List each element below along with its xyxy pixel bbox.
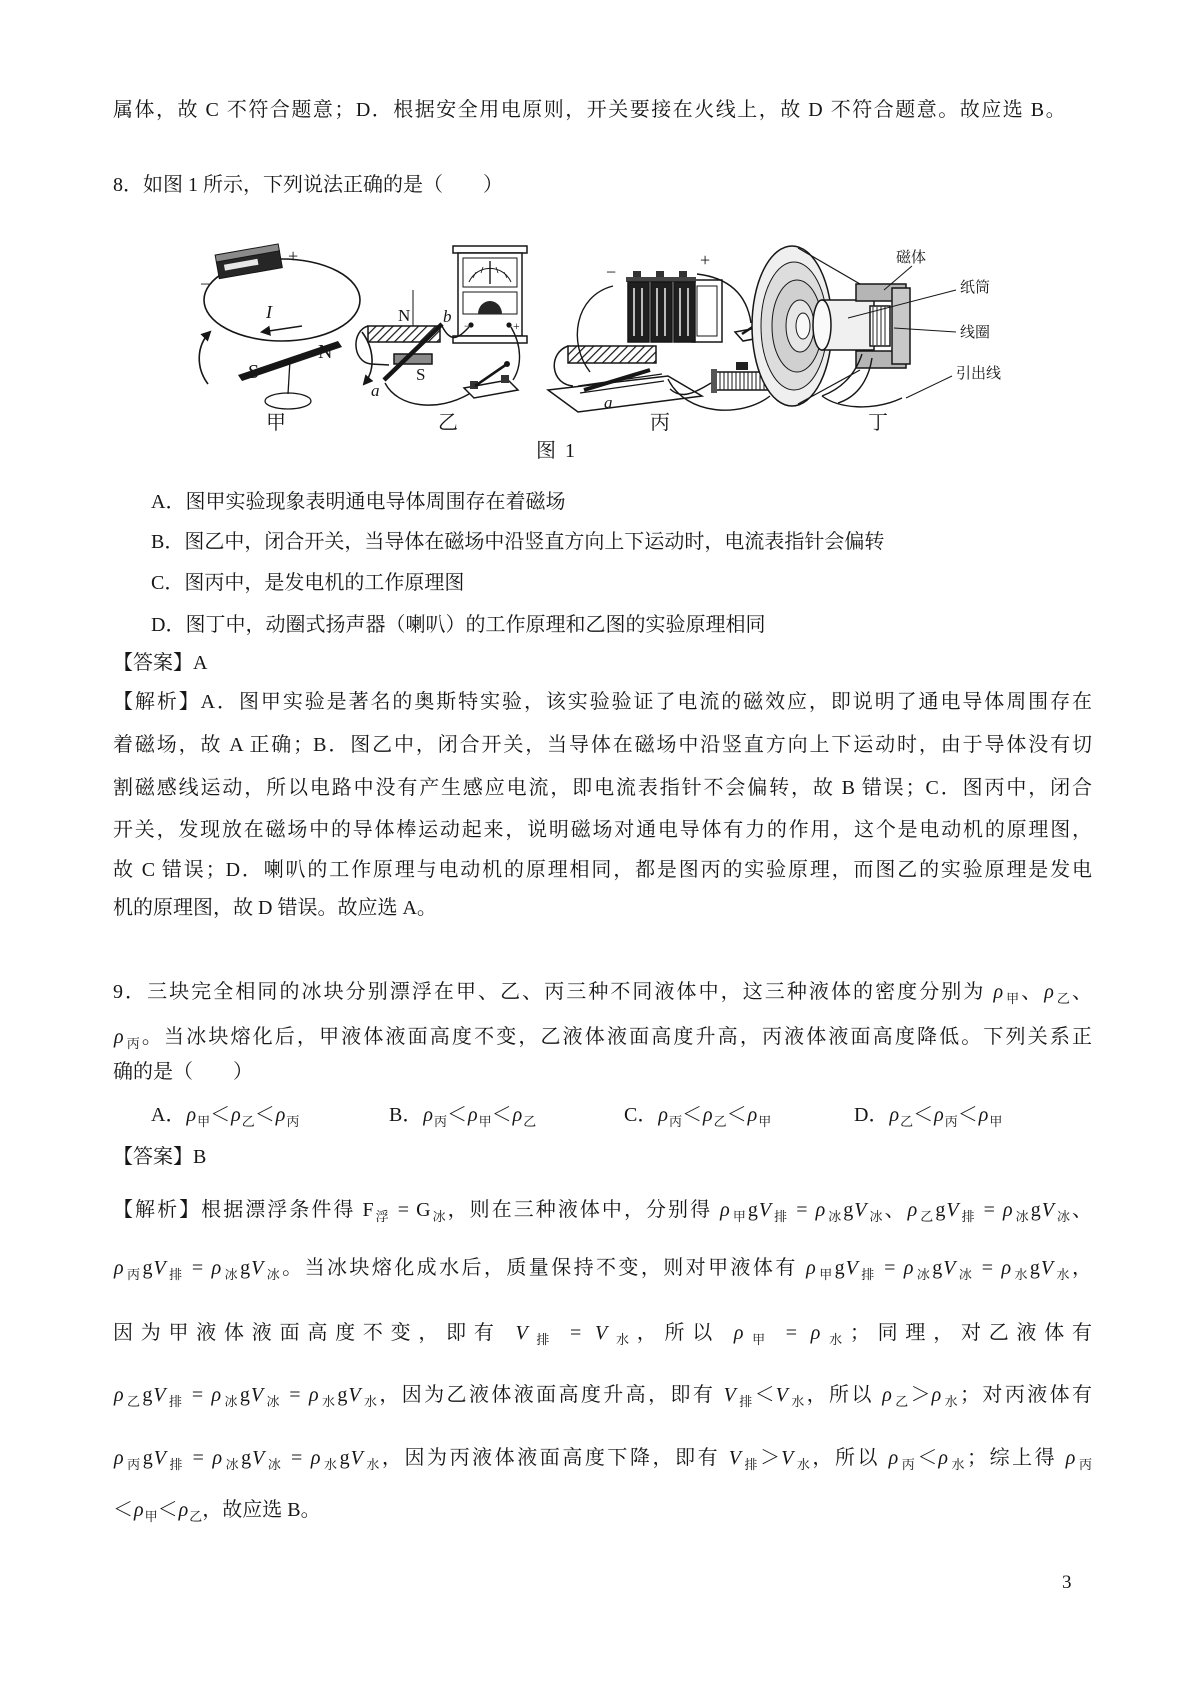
q9-option-c: C．$\rho_丙<\rho_乙<\rho_甲$ (624, 1104, 772, 1129)
q8-analysis-line: 着磁场，故 A 正确；B．图乙中，闭合开关，当导体在磁场中沿竖直方向上下运动时，由于导体没有切 (113, 734, 1092, 756)
panel-ding-speaker (752, 246, 956, 407)
q9-analysis-line: $\rho_丙gV_排 = \rho_冰gV_冰$。当冰块熔化成水后，质量保持不变，则对甲液体有 $\rho_甲gV_排 = \rho_冰gV_冰 = \rho_水gV_水$， (114, 1257, 1092, 1282)
q8-answer-line (113, 648, 207, 678)
ding-lead-wire-label: 引出线 (956, 366, 1002, 382)
ding-coil-label: 线圈 (960, 325, 991, 341)
page-number: 3 (1062, 1572, 1072, 1593)
bing-plus-label: + (700, 250, 711, 270)
q9-analysis-line: 【解析】根据漂浮条件得 $F_浮 = G_冰$，则在三种液体中，分别得 $\rho_甲gV_排 = \rho_冰gV_冰$、$\rho_乙gV_排 = \rho_冰gV_冰$、 (113, 1199, 1093, 1224)
q8-analysis-line: 故 C 错误；D．喇叭的工作原理与电动机的原理相同，都是图丙的实验原理，而图乙的实验原理是发电 (113, 859, 1092, 881)
yi-b-label: b (443, 307, 452, 326)
q8-option-c: C．图丙中，是发电机的工作原理图 (151, 572, 465, 594)
ding-magnet-label: 磁体 (896, 250, 927, 266)
jia-current-label: I (266, 302, 272, 322)
q9-answer-line (113, 1142, 206, 1172)
q8-analysis-line: 割磁感线运动，所以电路中没有产生感应电流，即电流表指针不会偏转，故 B 错误；C．图丙中，闭合 (113, 777, 1092, 799)
jia-plus-label: + (288, 246, 299, 266)
ding-paper-tube-label: 纸筒 (960, 280, 991, 296)
yi-plus-label: + (513, 319, 520, 333)
q8-option-b: B．图乙中，闭合开关，当导体在磁场中沿竖直方向上下运动时，电流表指针会偏转 (151, 531, 885, 553)
question-9-line: 确的是（ ） (113, 1061, 253, 1083)
q9-option-a: A．$\rho_甲<\rho_乙<\rho_丙$ (151, 1104, 300, 1129)
jia-north-label: N (318, 341, 333, 363)
q8-analysis-line: 【解析】A．图甲实验是著名的奥斯特实验，该实验验证了电流的磁效应，即说明了通电导体周围存在 (113, 691, 1092, 713)
q9-analysis-line: $\rho_丙gV_排 = \rho_冰gV_冰 = \rho_水gV_水$，因为丙液体液面高度下降，即有 $V_排>V_水$，所以 $\rho_丙<\rho_水$；综上得 $\rho_丙$ (114, 1447, 1092, 1472)
figure-1-illustration (170, 226, 1080, 418)
figure-1-caption: 图 1 (536, 440, 577, 462)
q9-option-d: D．$\rho_乙<\rho_丙<\rho_甲$ (854, 1104, 1003, 1129)
yi-minus-label: − (464, 319, 471, 333)
figure-1 (170, 226, 1080, 418)
panel-yi-generator (356, 246, 527, 405)
question-8-title: 8．如图 1 所示，下列说法正确的是（ ） (113, 174, 503, 196)
panel-label-ding: 丁 (868, 412, 888, 434)
jia-south-label: S (248, 361, 260, 383)
jia-minus-label: − (200, 274, 211, 294)
q8-option-d: D．图丁中，动圈式扬声器（喇叭）的工作原理和乙图的实验原理相同 (151, 614, 766, 636)
question-9-line: $\rho_丙$。当冰块熔化后，甲液体液面高度不变，乙液体液面高度升高，丙液体液面高度降低。下列关系正 (114, 1026, 1092, 1051)
q9-analysis-line: $<\rho_甲<\rho_乙$，故应选 B。 (113, 1499, 321, 1524)
q9-answer-value: B (193, 1146, 207, 1168)
q9-answer-label: 【答案】 (113, 1146, 193, 1168)
q9-analysis-line: 因为甲液体液面高度不变，即有 $V_排 = V_水$，所以 $\rho_甲 = \rho_水$；同理，对乙液体有 (113, 1322, 1093, 1347)
panel-jia-oersted (199, 244, 372, 409)
panel-label-yi: 乙 (438, 412, 458, 434)
panel-label-bing: 丙 (650, 412, 670, 434)
previous-answer-tail: 属体，故 C 不符合题意；D．根据安全用电原则，开关要接在火线上，故 D 不符合题意。故应选 B。 (113, 99, 1068, 121)
q9-option-b: B．$\rho_丙<\rho_甲<\rho_乙$ (389, 1104, 537, 1129)
question-9-line: 9．三块完全相同的冰块分别漂浮在甲、乙、丙三种不同液体中，这三种液体的密度分别为 $\rho_甲$、$\rho_乙$、 (113, 981, 1092, 1006)
q9-analysis-line: $\rho_乙gV_排 = \rho_冰gV_冰 = \rho_水gV_水$，因为乙液体液面高度升高，即有 $V_排<V_水$，所以 $\rho_乙>\rho_水$；对丙液体有 (114, 1384, 1092, 1409)
bing-a-label: a (604, 393, 613, 412)
q8-option-a: A．图甲实验现象表明通电导体周围存在着磁场 (151, 491, 566, 513)
q8-analysis-line: 机的原理图，故 D 错误。故应选 A。 (113, 897, 437, 919)
yi-south-label: S (416, 365, 426, 384)
q8-analysis-line: 开关，发现放在磁场中的导体棒运动起来，说明磁场对通电导体有力的作用，这个是电动机的原理图， (113, 819, 1092, 841)
yi-a-label: a (371, 381, 380, 400)
yi-north-label: N (398, 306, 411, 325)
bing-minus-label: − (606, 262, 617, 282)
panel-label-jia: 甲 (266, 412, 286, 434)
q8-answer-label: 【答案】 (113, 652, 193, 674)
q8-answer-value: A (193, 652, 208, 674)
